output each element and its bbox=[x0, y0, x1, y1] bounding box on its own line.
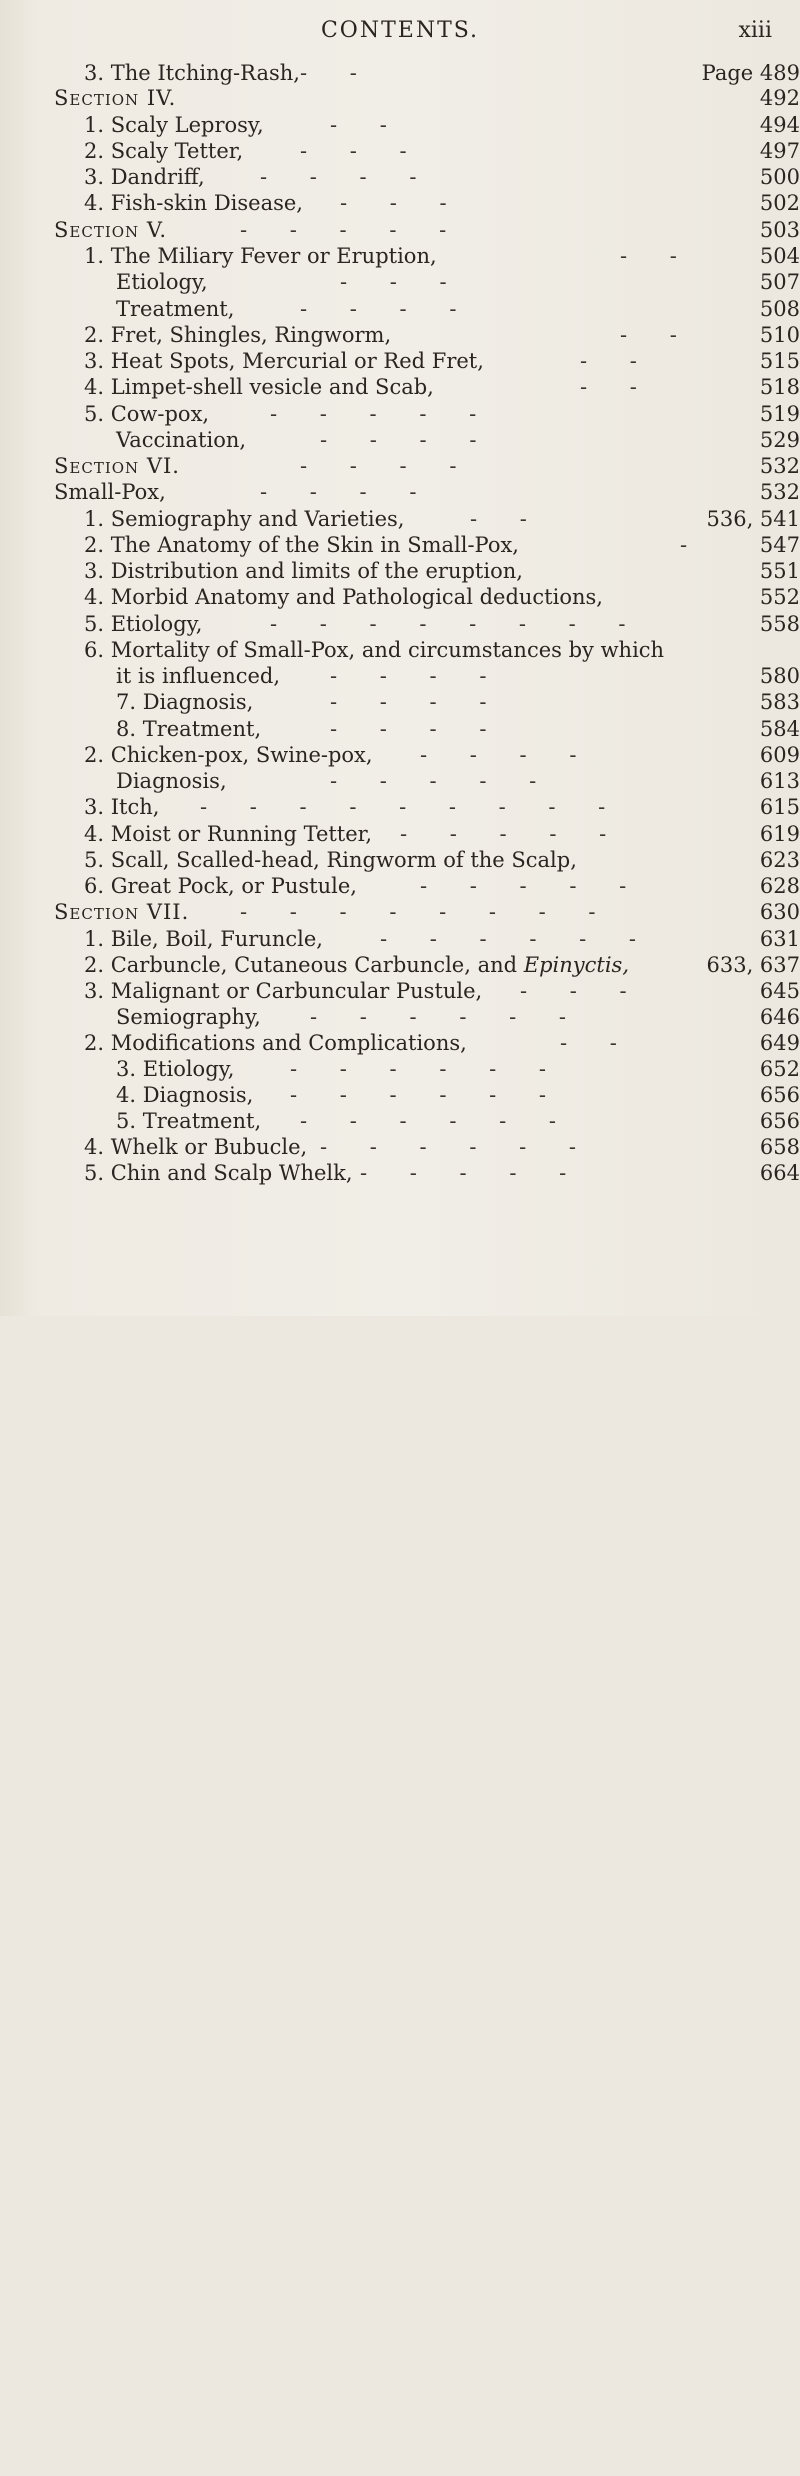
toc-entry-label-italic: Epinyctis, bbox=[523, 953, 630, 977]
toc-entry-label: 3. Etiology, bbox=[116, 1057, 235, 1081]
toc-entry-label: 3. The Itching-Rash, bbox=[84, 61, 300, 85]
leader-dashes: - - - bbox=[520, 979, 645, 1003]
toc-section-heading: Section IV. bbox=[54, 86, 177, 110]
page-header bbox=[0, 14, 800, 54]
leader-dashes: - - bbox=[620, 244, 695, 268]
leader-dashes: - - - - - - bbox=[290, 1083, 564, 1107]
toc-entry-page: 552 bbox=[759, 585, 800, 609]
toc-entry-label: Semiography, bbox=[116, 1005, 261, 1029]
toc-entry-label: 4. Morbid Anatomy and Pathological deductions, bbox=[84, 585, 603, 609]
leader-dashes: - - bbox=[470, 507, 545, 531]
toc-entry-page: 536, 541 bbox=[706, 507, 800, 531]
toc-entry-page: 558 bbox=[759, 612, 800, 636]
leader-dashes: - - - - - - bbox=[300, 1109, 574, 1133]
toc-entry-page: 656 bbox=[759, 1109, 800, 1133]
toc-entry-label: 8. Treatment, bbox=[116, 717, 262, 741]
toc-entry-page: 584 bbox=[759, 717, 800, 741]
toc-entry-label: 2. Scaly Tetter, bbox=[84, 139, 244, 163]
toc-entry-page: 630 bbox=[759, 900, 800, 924]
toc-entry-label: Diagnosis, bbox=[116, 769, 227, 793]
toc-entry-page: Page 489 bbox=[701, 61, 800, 85]
toc-entry-label: it is influenced, bbox=[116, 664, 281, 688]
toc-entry-page: 628 bbox=[759, 874, 800, 898]
toc-entry-page: 619 bbox=[759, 822, 800, 846]
toc-entry-page: 547 bbox=[759, 533, 800, 557]
toc-entry-page: 615 bbox=[759, 795, 800, 819]
leader-dashes: - - - - bbox=[330, 690, 505, 714]
leader-dashes: - - - - - - - - bbox=[270, 612, 644, 636]
leader-dashes: - - - - bbox=[320, 428, 495, 452]
leader-dashes: - - - - bbox=[300, 297, 475, 321]
leader-dashes: - - - - bbox=[300, 454, 475, 478]
toc-entry-page: 532 bbox=[759, 480, 800, 504]
toc-entry-label: 1. Bile, Boil, Furuncle, bbox=[84, 927, 323, 951]
toc-entry-label: 3. Dandriff, bbox=[84, 165, 205, 189]
toc-entry-page: 645 bbox=[759, 979, 800, 1003]
toc-entry-label: 1. Semiography and Varieties, bbox=[84, 507, 405, 531]
leader-dashes: - - bbox=[620, 323, 695, 347]
leader-dashes: - - - - - - bbox=[320, 1135, 594, 1159]
toc-entry-label: 6. Mortality of Small-Pox, and circumstances by which bbox=[84, 638, 665, 662]
toc-entry-label: 2. Fret, Shingles, Ringworm, bbox=[84, 323, 392, 347]
toc-entry-label: Treatment, bbox=[116, 297, 235, 321]
leader-dashes: - - bbox=[560, 1031, 635, 1055]
toc-entry-page: 492 bbox=[759, 86, 800, 110]
toc-entry-label: Small-Pox, bbox=[54, 480, 166, 504]
toc-entry-label: Etiology, bbox=[116, 270, 208, 294]
leader-dashes: - - bbox=[580, 375, 655, 399]
toc-entry-label: 5. Cow-pox, bbox=[84, 402, 210, 426]
toc-entry-label: 4. Whelk or Bubucle, bbox=[84, 1135, 308, 1159]
toc-entry-page: 494 bbox=[759, 113, 800, 137]
leader-dashes: - - - - bbox=[330, 717, 505, 741]
toc-entry-label: 4. Fish-skin Disease, bbox=[84, 191, 303, 215]
toc-entry-label: 7. Diagnosis, bbox=[116, 690, 254, 714]
leader-dashes: - - - - - - - - - bbox=[200, 795, 624, 819]
leader-dashes: - - bbox=[330, 113, 405, 137]
toc-entry-page: 502 bbox=[759, 191, 800, 215]
toc-entry-label: 5. Etiology, bbox=[84, 612, 203, 636]
toc-entry-page: 631 bbox=[759, 927, 800, 951]
toc-entry-page: 613 bbox=[759, 769, 800, 793]
toc-entry-label: 5. Treatment, bbox=[116, 1109, 262, 1133]
toc-entry-page: 652 bbox=[759, 1057, 800, 1081]
leader-dashes: - - - - - - bbox=[380, 927, 654, 951]
leader-dashes: - - - - - bbox=[240, 218, 465, 242]
toc-entry-label: 2. The Anatomy of the Skin in Small-Pox, bbox=[84, 533, 519, 557]
toc-entry-label-text: 2. Carbuncle, Cutaneous Carbuncle, and bbox=[84, 953, 518, 977]
toc-entry-page: 497 bbox=[759, 139, 800, 163]
toc-section-heading: Section VII. bbox=[54, 900, 190, 924]
toc-entry-page: 515 bbox=[759, 349, 800, 373]
toc-entry-page: 532 bbox=[759, 454, 800, 478]
toc-entry-label: 5. Scall, Scalled-head, Ringworm of the Scalp, bbox=[84, 848, 577, 872]
toc-entry-page: 519 bbox=[759, 402, 800, 426]
toc-entry-page: 510 bbox=[759, 323, 800, 347]
toc-entry-label: 4. Diagnosis, bbox=[116, 1083, 254, 1107]
toc-entry-page: 580 bbox=[759, 664, 800, 688]
toc-entry-label: 1. Scaly Leprosy, bbox=[84, 113, 264, 137]
leader-dashes: - - - - bbox=[260, 480, 435, 504]
toc-entry-page: 551 bbox=[759, 559, 800, 583]
leader-dashes: - - - - - bbox=[330, 769, 555, 793]
leader-dashes: - - - - - bbox=[420, 874, 645, 898]
leader-dashes: - - - - bbox=[420, 743, 595, 767]
leader-dashes: - - - bbox=[340, 270, 465, 294]
toc-entry-label: 4. Limpet-shell vesicle and Scab, bbox=[84, 375, 434, 399]
leader-dashes: - - - - - - bbox=[310, 1005, 584, 1029]
leader-dashes: - - - - - - bbox=[290, 1057, 564, 1081]
leader-dashes: - - bbox=[300, 61, 375, 85]
leader-dashes: - - - - bbox=[330, 664, 505, 688]
toc-entry-page: 623 bbox=[759, 848, 800, 872]
toc-entry-page: 529 bbox=[759, 428, 800, 452]
toc-entry-page: 658 bbox=[759, 1135, 800, 1159]
toc-entry-page: 649 bbox=[759, 1031, 800, 1055]
toc-entry-label: 3. Malignant or Carbuncular Pustule, bbox=[84, 979, 483, 1003]
toc-entry-page: 609 bbox=[759, 743, 800, 767]
toc-entry-page: 500 bbox=[759, 165, 800, 189]
page-title: CONTENTS. bbox=[320, 18, 480, 43]
toc-entry-page: 656 bbox=[759, 1083, 800, 1107]
toc-entry-label: 3. Heat Spots, Mercurial or Red Fret, bbox=[84, 349, 484, 373]
toc-entry-page: 646 bbox=[759, 1005, 800, 1029]
leader-dashes: - - - - - bbox=[400, 822, 625, 846]
leader-dashes: - bbox=[680, 533, 706, 557]
leader-dashes: - - - - - bbox=[270, 402, 495, 426]
toc-entry-page: 518 bbox=[759, 375, 800, 399]
leader-dashes: - - - bbox=[340, 191, 465, 215]
toc-entry-page: 633, 637 bbox=[706, 953, 800, 977]
toc-entry-page: 508 bbox=[759, 297, 800, 321]
toc-entry-label: 3. Distribution and limits of the eruption, bbox=[84, 559, 523, 583]
toc-entry-page: 504 bbox=[759, 244, 800, 268]
toc-section-heading: Section VI. bbox=[54, 454, 180, 478]
toc-entry-label: 1. The Miliary Fever or Eruption, bbox=[84, 244, 437, 268]
toc-entry-page: 664 bbox=[759, 1161, 800, 1185]
leader-dashes: - - bbox=[580, 349, 655, 373]
toc-entry-page: 503 bbox=[759, 218, 800, 242]
page-number-roman: xiii bbox=[738, 18, 772, 43]
leader-dashes: - - - - bbox=[260, 165, 435, 189]
toc-entry-label: 2. Chicken-pox, Swine-pox, bbox=[84, 743, 373, 767]
toc-section-heading: Section V. bbox=[54, 218, 168, 242]
toc-entry-label: 2. Modifications and Complications, bbox=[84, 1031, 467, 1055]
leader-dashes: - - - - - - - - bbox=[240, 900, 614, 924]
leader-dashes: - - - - - bbox=[360, 1161, 585, 1185]
toc-entry-label: 3. Itch, bbox=[84, 795, 160, 819]
toc-entry-page: 583 bbox=[759, 690, 800, 714]
toc-entry-label: 6. Great Pock, or Pustule, bbox=[84, 874, 357, 898]
toc-entry-label: 4. Moist or Running Tetter, bbox=[84, 822, 373, 846]
toc-entry-label: 5. Chin and Scalp Whelk, bbox=[84, 1161, 353, 1185]
leader-dashes: - - - bbox=[300, 139, 425, 163]
toc-entry-page: 507 bbox=[759, 270, 800, 294]
toc-entry-label: Vaccination, bbox=[116, 428, 247, 452]
